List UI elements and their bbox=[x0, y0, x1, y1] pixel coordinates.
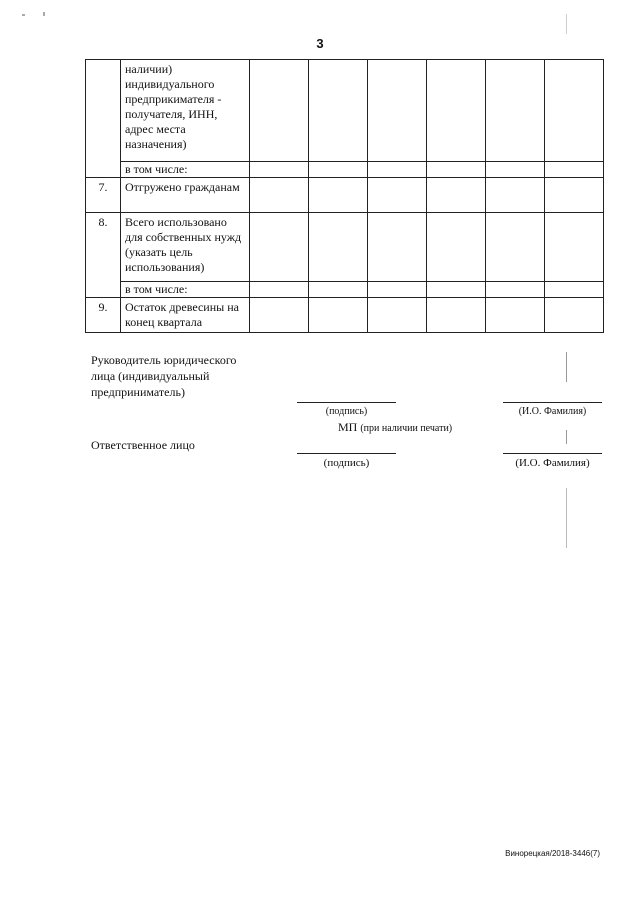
value-cell bbox=[427, 60, 486, 162]
table-row bbox=[86, 162, 604, 178]
signature-line-2 bbox=[297, 453, 396, 454]
value-cell bbox=[427, 298, 486, 333]
row-number-cell bbox=[86, 162, 121, 178]
table-row bbox=[86, 178, 604, 213]
stamp-note: (при наличии печати) bbox=[360, 423, 453, 434]
signature-caption: (подпись) bbox=[325, 406, 368, 417]
value-cell bbox=[545, 282, 604, 298]
value-cell bbox=[486, 282, 545, 298]
row-description-cell: наличии) индивидуального предприкимателя - получателя, ИНН, адрес места назначения) bbox=[121, 60, 250, 162]
value-cell bbox=[545, 213, 604, 282]
page-number: 3 bbox=[316, 36, 324, 51]
signature-line bbox=[297, 402, 396, 403]
value-cell bbox=[309, 60, 368, 162]
row-number-cell: 7. bbox=[86, 178, 121, 213]
stamp-place bbox=[338, 420, 452, 435]
value-cell bbox=[427, 213, 486, 282]
row-description-cell: Отгружено гражданам bbox=[121, 178, 250, 213]
value-cell bbox=[427, 162, 486, 178]
responsible-label: Ответственное лицо bbox=[91, 438, 195, 452]
value-cell bbox=[486, 298, 545, 333]
value-cell bbox=[250, 213, 309, 282]
row-description-cell: в том числе: bbox=[121, 162, 250, 178]
value-cell bbox=[309, 178, 368, 213]
value-cell bbox=[250, 298, 309, 333]
value-cell bbox=[427, 178, 486, 213]
row-number-cell: 9. bbox=[86, 298, 121, 333]
value-cell bbox=[368, 178, 427, 213]
row-number-cell bbox=[86, 60, 121, 162]
value-cell bbox=[545, 162, 604, 178]
value-cell bbox=[486, 162, 545, 178]
value-cell bbox=[427, 282, 486, 298]
value-cell bbox=[368, 60, 427, 162]
scan-artifact bbox=[566, 352, 567, 382]
scan-artifact bbox=[566, 430, 567, 444]
value-cell bbox=[309, 282, 368, 298]
value-cell bbox=[486, 60, 545, 162]
row-description-cell: Остаток древесины на конец квартала bbox=[121, 298, 250, 333]
name-caption-2: (И.О. Фамилия) bbox=[515, 457, 590, 469]
row-description-cell: Всего использовано для собственных нужд (указать цель использования) bbox=[121, 213, 250, 282]
value-cell bbox=[486, 178, 545, 213]
scan-artifact bbox=[22, 14, 25, 16]
value-cell bbox=[368, 298, 427, 333]
scan-artifact bbox=[566, 488, 567, 548]
report-table bbox=[85, 59, 604, 333]
value-cell bbox=[250, 282, 309, 298]
value-cell bbox=[250, 178, 309, 213]
table-row bbox=[86, 60, 604, 162]
signature-caption-2: (подпись) bbox=[323, 457, 370, 469]
value-cell bbox=[309, 213, 368, 282]
table-row bbox=[86, 298, 604, 333]
value-cell bbox=[368, 282, 427, 298]
row-description-cell: в том числе: bbox=[121, 282, 250, 298]
row-number-cell: 8. bbox=[86, 213, 121, 282]
head-label: Руководитель юридического лица (индивидуальный предприниматель) bbox=[91, 353, 237, 399]
value-cell bbox=[368, 213, 427, 282]
name-line-2 bbox=[503, 453, 602, 454]
row-number-cell bbox=[86, 282, 121, 298]
scan-artifact bbox=[566, 14, 567, 34]
document-code: Винорецкая/2018-3446(7) bbox=[505, 849, 600, 858]
name-caption: (И.О. Фамилия) bbox=[518, 406, 587, 417]
scan-artifact bbox=[43, 12, 45, 16]
name-line bbox=[503, 402, 602, 403]
value-cell bbox=[309, 298, 368, 333]
value-cell bbox=[250, 162, 309, 178]
table-row bbox=[86, 213, 604, 282]
value-cell bbox=[545, 298, 604, 333]
value-cell bbox=[309, 162, 368, 178]
value-cell bbox=[486, 213, 545, 282]
value-cell bbox=[545, 178, 604, 213]
value-cell bbox=[545, 60, 604, 162]
value-cell bbox=[368, 162, 427, 178]
stamp-text: МП bbox=[338, 420, 358, 434]
value-cell bbox=[250, 60, 309, 162]
table-row bbox=[86, 282, 604, 298]
